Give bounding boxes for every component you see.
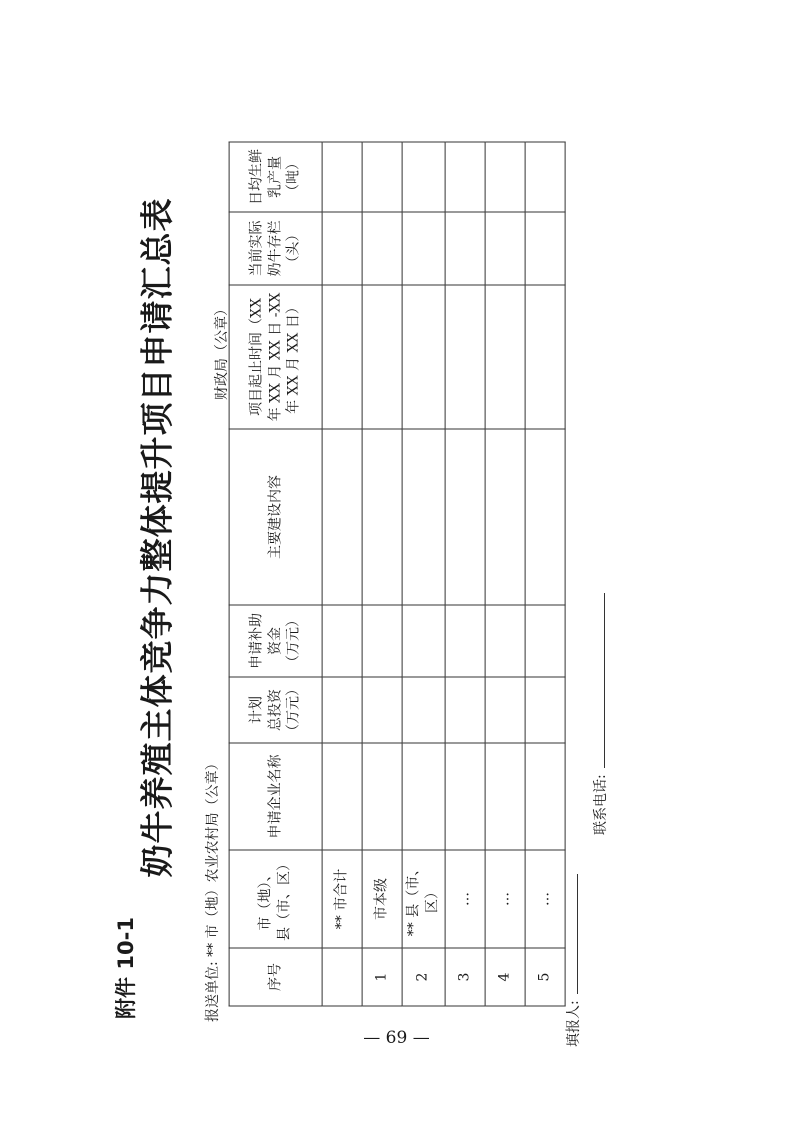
cell-milk (362, 142, 402, 212)
document-title: 奶牛养殖主体竞争力整体提升项目申请汇总表 (137, 197, 177, 878)
filler-field (563, 857, 583, 1047)
cell-subsidy (445, 605, 485, 677)
header-milk-line: 乳产量 (267, 156, 284, 198)
cell-stock (322, 212, 362, 285)
cell-city: … (445, 850, 485, 948)
cell-content (362, 429, 402, 605)
header-stock (229, 212, 322, 285)
table-row (362, 142, 402, 1006)
table-row (485, 142, 525, 1006)
submit-unit: 报送单位: ** 市（地）农业农村局（公章） (205, 756, 221, 1022)
cell-period (322, 285, 362, 429)
table-body (322, 142, 565, 1006)
cell-city: … (525, 850, 565, 948)
header-investment (229, 677, 322, 743)
cell-stock (402, 212, 445, 285)
phone-line (604, 593, 605, 768)
cell-investment (322, 677, 362, 743)
table-header-row (229, 142, 322, 1006)
header-milk-line: 日均生鲜 (248, 149, 265, 205)
header-content: 主要建设内容 (229, 429, 322, 605)
cell-investment (525, 677, 565, 743)
cell-seq: 4 (485, 948, 525, 1006)
cell-subsidy (322, 605, 362, 677)
phone-field (590, 585, 610, 835)
cell-seq: 1 (362, 948, 402, 1006)
cell-investment (445, 677, 485, 743)
attachment-label: 附件 10-1 (114, 917, 138, 1019)
header-subsidy-line: （万元） (286, 613, 303, 669)
cell-enterprise (402, 743, 445, 850)
header-seq: 序号 (229, 948, 322, 1006)
cell-enterprise (445, 743, 485, 850)
cell-enterprise (485, 743, 525, 850)
cell-investment (402, 677, 445, 743)
header-period-line: 年 XX 月 XX 日） (286, 300, 303, 414)
cell-period (445, 285, 485, 429)
cell-milk (322, 142, 362, 212)
cell-city: 市本级 (362, 850, 402, 948)
cell-seq: 3 (445, 948, 485, 1006)
cell-period (362, 285, 402, 429)
header-subsidy (229, 605, 322, 677)
header-investment-line: 计划 (248, 696, 265, 724)
filler-label: 填报人: (566, 1000, 582, 1047)
cell-content (402, 429, 445, 605)
cell-subsidy (402, 605, 445, 677)
application-summary-table (229, 142, 566, 1007)
cell-milk (525, 142, 565, 212)
cell-content (322, 429, 362, 605)
cell-investment (362, 677, 402, 743)
table-row (402, 142, 445, 1006)
header-stock-line: 奶牛存栏 (267, 220, 284, 277)
cell-enterprise (525, 743, 565, 850)
cell-enterprise (362, 743, 402, 850)
cell-content (485, 429, 525, 605)
cell-stock (445, 212, 485, 285)
cell-subsidy (485, 605, 525, 677)
header-city (229, 850, 322, 948)
cell-period (485, 285, 525, 429)
cell-content (445, 429, 485, 605)
header-investment-line: 总投资 (267, 689, 284, 731)
cell-seq: 5 (525, 948, 565, 1006)
cell-stock (362, 212, 402, 285)
cell-period (402, 285, 445, 429)
table-row (322, 142, 362, 1006)
cell-stock (485, 212, 525, 285)
header-enterprise: 申请企业名称 (229, 743, 322, 850)
header-milk-line: （吨） (286, 156, 303, 198)
cell-city: … (485, 850, 525, 948)
header-milk (229, 142, 322, 212)
header-city-line: 市（地）、 (257, 867, 274, 931)
cell-subsidy (362, 605, 402, 677)
cell-city: ** 县（市、区） (402, 850, 445, 948)
cell-seq (322, 948, 362, 1006)
cell-investment (485, 677, 525, 743)
phone-label: 联系电话: (593, 774, 609, 835)
header-investment-line: （万元） (286, 682, 303, 738)
cell-city: ** 市合计 (322, 850, 362, 948)
header-period-line: 年 XX 月 XX 日 -XX (267, 292, 284, 422)
cell-milk (445, 142, 485, 212)
cell-seq: 2 (402, 948, 445, 1006)
table-row (445, 142, 485, 1006)
page-number: — 69 — (363, 1028, 430, 1048)
header-period (229, 285, 322, 429)
cell-milk (485, 142, 525, 212)
finance-bureau: 财政局（公章） (214, 302, 230, 400)
header-subsidy-line: 申请补助 (248, 613, 265, 669)
cell-period (525, 285, 565, 429)
header-city-line: 县（市、区） (276, 857, 293, 941)
cell-milk (402, 142, 445, 212)
cell-content (525, 429, 565, 605)
header-stock-line: 当前实际 (248, 220, 265, 277)
header-stock-line: （头） (286, 227, 303, 270)
cell-enterprise (322, 743, 362, 850)
header-subsidy-line: 资金 (267, 627, 284, 655)
filler-line (577, 874, 578, 994)
cell-stock (525, 212, 565, 285)
table-row (525, 142, 565, 1006)
cell-subsidy (525, 605, 565, 677)
header-period-line: 项目起止时间（XX (248, 298, 265, 416)
